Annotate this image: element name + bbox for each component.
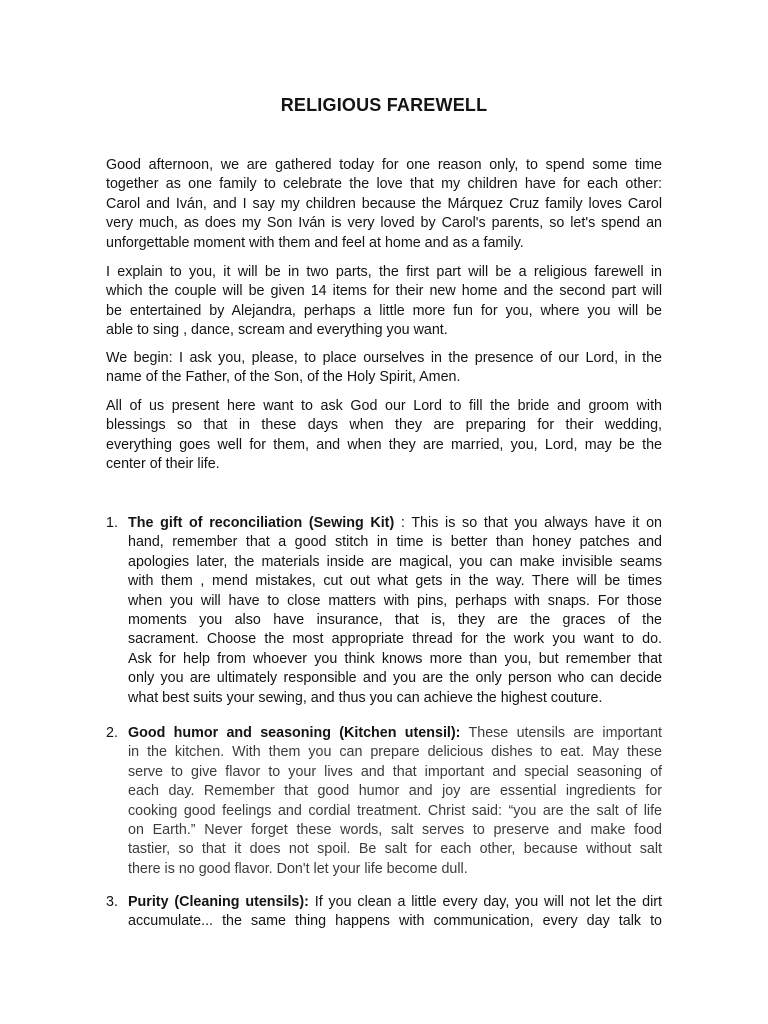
- list-item: [106, 893, 662, 932]
- list-number: 1.: [106, 515, 118, 531]
- paragraph-explanation: [106, 263, 662, 341]
- list-item-line: accumulate... the same thing happens with communication, every day talk to: [128, 913, 662, 930]
- list-number: 3.: [106, 894, 118, 910]
- paragraph-line: We begin: I ask you, please, to place ourselves in the presence of our Lord, in the: [106, 350, 662, 366]
- list-item-heading: The gift of reconciliation (Sewing Kit): [128, 515, 395, 531]
- list-item-text: These utensils are important: [460, 725, 662, 741]
- list-item-line: Ask for help from whoever you think knows more than you, but remember that: [128, 650, 662, 667]
- list-item-line: only you are ultimately responsible and you are the only person who can decide: [128, 670, 662, 687]
- list-item-line: there is no good flavor. Don't let your life become dull.: [128, 860, 468, 877]
- list-item-first-line: [128, 893, 662, 912]
- paragraph-line: very much, as does my Son Iván is very loved by Carol's parents, so let's spend an: [106, 215, 662, 232]
- list-item-line: in the kitchen. With them you can prepare delicious dishes to eat. May these: [128, 744, 662, 761]
- paragraph-line: together as one family to celebrate the love that my children have for each other:: [106, 176, 662, 193]
- list-item-heading: Purity (Cleaning utensils):: [128, 894, 309, 910]
- paragraph-line: blessings so that in these days when they are preparing for their wedding,: [106, 417, 662, 434]
- paragraph-line: Carol and Iván, and I say my children because the Márquez Cruz family loves Carol: [106, 195, 662, 212]
- list-number: 2.: [106, 725, 118, 741]
- list-item-line: what best suits your sewing, and thus you can achieve the highest couture.: [128, 689, 603, 706]
- list-item-heading: Good humor and seasoning (Kitchen utensil):: [128, 725, 461, 741]
- paragraph-line: able to sing , dance, scream and everything you want.: [106, 322, 448, 339]
- list-item-line: with them , mend mistakes, cut out what gets in the way. There will be times: [128, 573, 662, 590]
- list-item-line: sacrament. Choose the most appropriate thread for the work you want to do.: [128, 631, 662, 648]
- paragraph-begin: [106, 349, 662, 388]
- list-item-line: cooking good feelings and cordial treatment. Christ said: “you are the salt of life: [128, 802, 662, 819]
- paragraph-line: Good afternoon, we are gathered today for one reason only, to spend some time: [106, 157, 662, 173]
- list-item-line: hand, remember that a good stitch in time is better than honey patches and: [128, 534, 662, 551]
- paragraph-intro: [106, 156, 662, 253]
- paragraph-line: be entertained by Alejandra, perhaps a little more fun for you, where you will be: [106, 302, 662, 319]
- list-item-text: If you clean a little every day, you will not let the dirt: [308, 894, 662, 910]
- list-item-text: : This is so that you always have it on: [394, 515, 662, 531]
- paragraph-prayer: [106, 397, 662, 475]
- paragraph-line: center of their life.: [106, 456, 220, 473]
- list-item-line: apologies later, the materials inside are magical, you can make invisible seams: [128, 553, 662, 570]
- paragraph-line: name of the Father, of the Son, of the Holy Spirit, Amen.: [106, 369, 461, 386]
- list-item-line: when you will have to close matters with pins, perhaps with snaps. For those: [128, 592, 662, 609]
- list-item-line: serve to give flavor to your lives and that important and special seasoning of: [128, 763, 662, 780]
- document-title: RELIGIOUS FAREWELL: [280, 95, 488, 115]
- paragraph-line: I explain to you, it will be in two parts, the first part will be a religious farewell in: [106, 264, 662, 280]
- paragraph-line: All of us present here want to ask God our Lord to fill the bride and groom with: [106, 398, 662, 414]
- list-item-line: moments you also have insurance, that is, they are the graces of the: [128, 612, 662, 629]
- list-item-line: tastier, so that it does not spoil. Be salt for each other, because without salt: [128, 841, 662, 858]
- list-item: [106, 514, 662, 708]
- list-item-line: each day. Remember that good humor and joy are essential ingredients for: [128, 783, 662, 800]
- paragraph-line: which the couple will be given 14 items for their new home and the second part will: [106, 283, 662, 300]
- paragraph-line: unforgettable moment with them and feel at home and as a family.: [106, 234, 524, 251]
- list-item-first-line: [128, 724, 662, 743]
- list-item-first-line: [128, 514, 662, 533]
- list-item-line: on Earth.” Never forget these words, salt serves to preserve and make food: [128, 822, 662, 839]
- list-item: [106, 724, 662, 879]
- paragraph-line: everything goes well for them, and when they are married, you, Lord, may be the: [106, 436, 662, 453]
